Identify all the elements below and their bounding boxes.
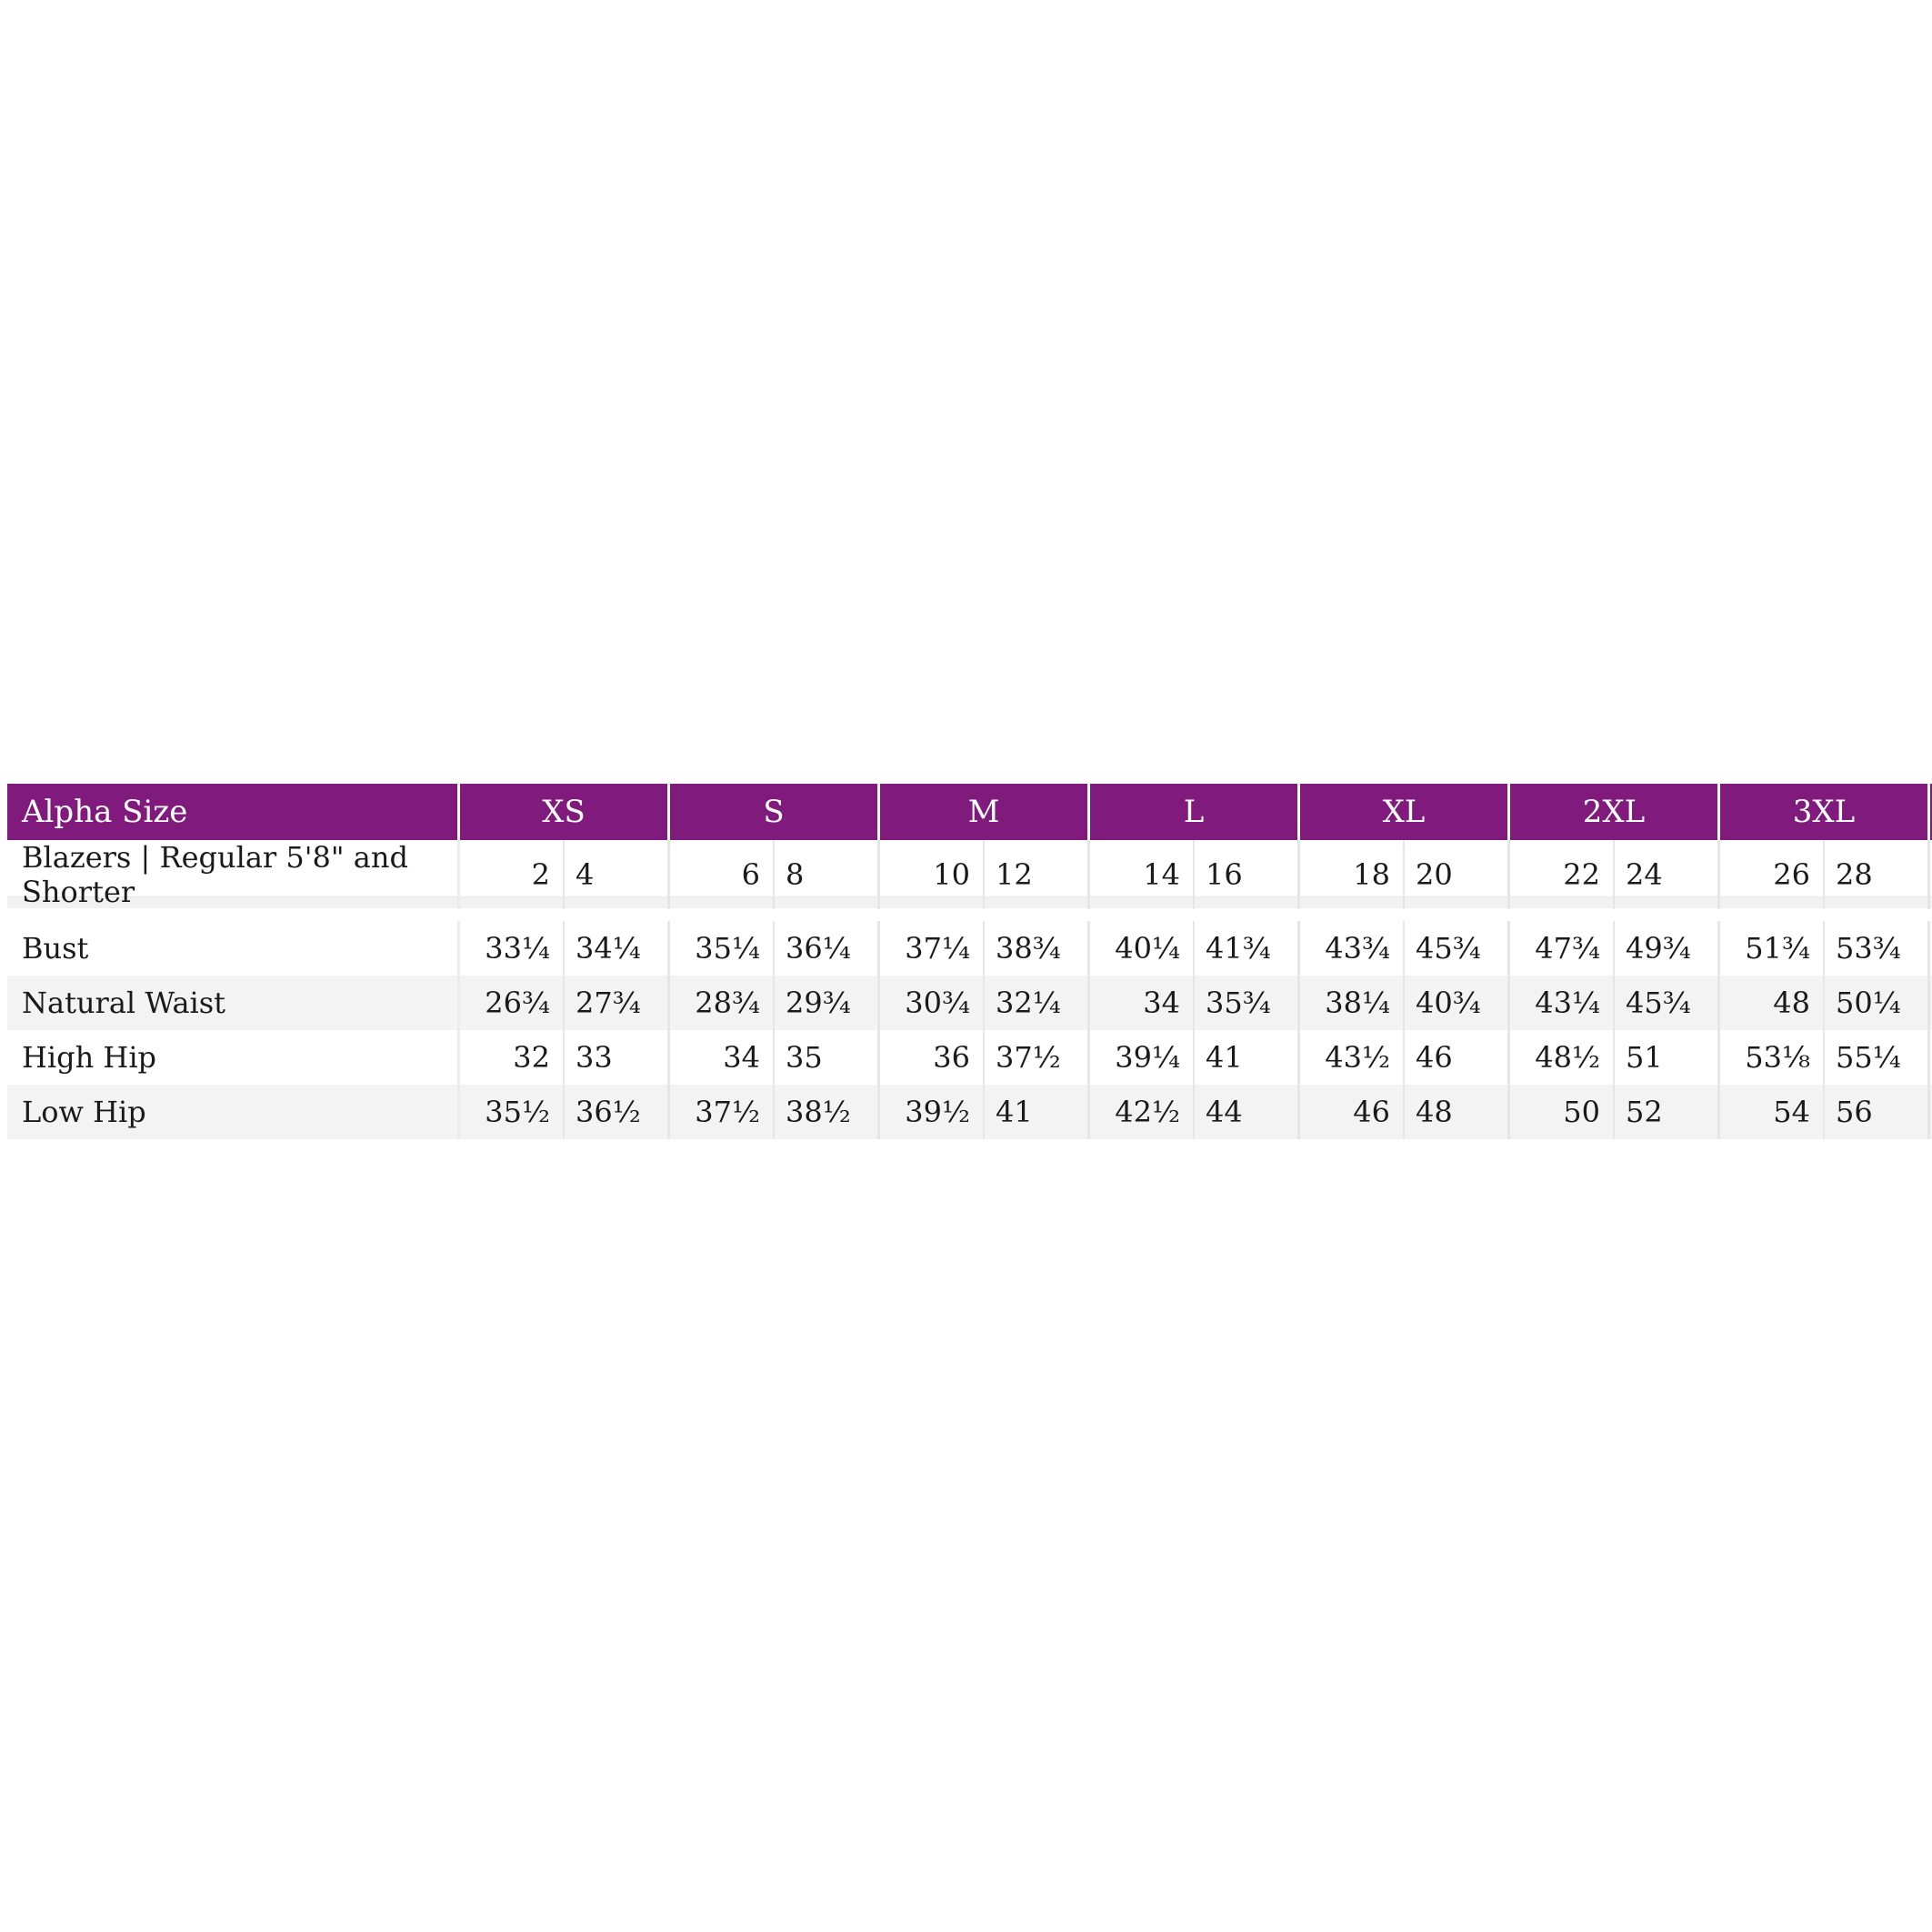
table-cell: 44 [1195, 1085, 1300, 1139]
table-cell: 41 [985, 1085, 1090, 1139]
numeric-size-cell: 16 [1195, 840, 1300, 909]
table-cell: 37½ [670, 1085, 775, 1139]
table-cell: 50 [1510, 1085, 1615, 1139]
size-chart-table [7, 784, 1932, 1139]
table-cell: 46 [1405, 1030, 1510, 1085]
table-cell: 45¾ [1405, 921, 1510, 976]
table-cell: 30¾ [880, 976, 985, 1030]
table-cell: 43½ [1300, 1030, 1405, 1085]
numeric-size-cell: 28 [1825, 840, 1930, 909]
table-cell: 36½ [565, 1085, 670, 1139]
table-cell: 35½ [460, 1085, 565, 1139]
table-cell: 40¾ [1405, 976, 1510, 1030]
numeric-row-label: Blazers | Regular 5'8" and Shorter [7, 840, 460, 909]
header-size-xl: XL [1300, 784, 1510, 840]
table-cell: 38½ [775, 1085, 880, 1139]
numeric-size-cell: 22 [1510, 840, 1615, 909]
table-cell: 26¾ [460, 976, 565, 1030]
table-cell: 37½ [985, 1030, 1090, 1085]
table-cell: 36¼ [775, 921, 880, 976]
table-cell: 38¾ [985, 921, 1090, 976]
table-cell: 41 [1195, 1030, 1300, 1085]
table-cell: 48½ [1510, 1030, 1615, 1085]
header-size-2xl: 2XL [1510, 784, 1720, 840]
table-cell: 45¾ [1615, 976, 1720, 1030]
numeric-size-cell: 20 [1405, 840, 1510, 909]
table-cell: 35¾ [1195, 976, 1300, 1030]
table-cell: 53⅛ [1720, 1030, 1825, 1085]
numeric-size-cell: 4 [565, 840, 670, 909]
row-label: Natural Waist [7, 976, 460, 1030]
table-cell: 43¼ [1510, 976, 1615, 1030]
table-cell: 39¼ [1090, 1030, 1195, 1085]
table-cell: 34¼ [565, 921, 670, 976]
numeric-size-cell: 8 [775, 840, 880, 909]
row-label: Low Hip [7, 1085, 460, 1139]
table-cell: 52 [1615, 1085, 1720, 1139]
table-cell: 32¼ [985, 976, 1090, 1030]
header-row [7, 784, 1932, 840]
header-label: Alpha Size [7, 784, 460, 840]
table-cell: 28¾ [670, 976, 775, 1030]
table-cell: 42½ [1090, 1085, 1195, 1139]
numeric-size-cell: 12 [985, 840, 1090, 909]
numeric-size-cell: 10 [880, 840, 985, 909]
table-cell: 55¼ [1825, 1030, 1930, 1085]
table-cell: 33 [565, 1030, 670, 1085]
table-cell: 39½ [880, 1085, 985, 1139]
numeric-size-cell: 14 [1090, 840, 1195, 909]
table-cell: 38¼ [1300, 976, 1405, 1030]
table-cell: 34 [1090, 976, 1195, 1030]
table-cell: 56 [1825, 1085, 1930, 1139]
table-cell: 35¼ [670, 921, 775, 976]
table-cell: 27¾ [565, 976, 670, 1030]
numeric-size-cell: 2 [460, 840, 565, 909]
numeric-size-cell: 26 [1720, 840, 1825, 909]
table-cell: 40¼ [1090, 921, 1195, 976]
table-cell: 49¾ [1615, 921, 1720, 976]
table-cell: 43¾ [1300, 921, 1405, 976]
table-cell: 51¾ [1720, 921, 1825, 976]
numeric-size-row [7, 840, 1932, 909]
table-cell: 36 [880, 1030, 985, 1085]
row-gap [7, 908, 1932, 921]
table-cell: 35 [775, 1030, 880, 1085]
table-cell: 37¼ [880, 921, 985, 976]
table-row-bust [7, 921, 1932, 976]
numeric-size-cell: 24 [1615, 840, 1720, 909]
table-cell: 48 [1720, 976, 1825, 1030]
table-cell: 29¾ [775, 976, 880, 1030]
table-cell: 46 [1300, 1085, 1405, 1139]
table-cell: 41¾ [1195, 921, 1300, 976]
table-cell: 32 [460, 1030, 565, 1085]
table-row-low-hip [7, 1085, 1932, 1139]
numeric-size-cell: 18 [1300, 840, 1405, 909]
numeric-size-cell: 6 [670, 840, 775, 909]
row-label: Bust [7, 921, 460, 976]
row-label: High Hip [7, 1030, 460, 1085]
table-cell: 53¾ [1825, 921, 1930, 976]
header-size-xs: XS [460, 784, 670, 840]
table-row-natural-waist [7, 976, 1932, 1030]
header-size-3xl: 3XL [1720, 784, 1930, 840]
table-cell: 50¼ [1825, 976, 1930, 1030]
header-size-m: M [880, 784, 1090, 840]
table-cell: 34 [670, 1030, 775, 1085]
table-cell: 48 [1405, 1085, 1510, 1139]
table-cell: 51 [1615, 1030, 1720, 1085]
table-cell: 47¾ [1510, 921, 1615, 976]
table-cell: 33¼ [460, 921, 565, 976]
table-cell: 54 [1720, 1085, 1825, 1139]
header-size-l: L [1090, 784, 1300, 840]
table-row-high-hip [7, 1030, 1932, 1085]
header-size-s: S [670, 784, 880, 840]
